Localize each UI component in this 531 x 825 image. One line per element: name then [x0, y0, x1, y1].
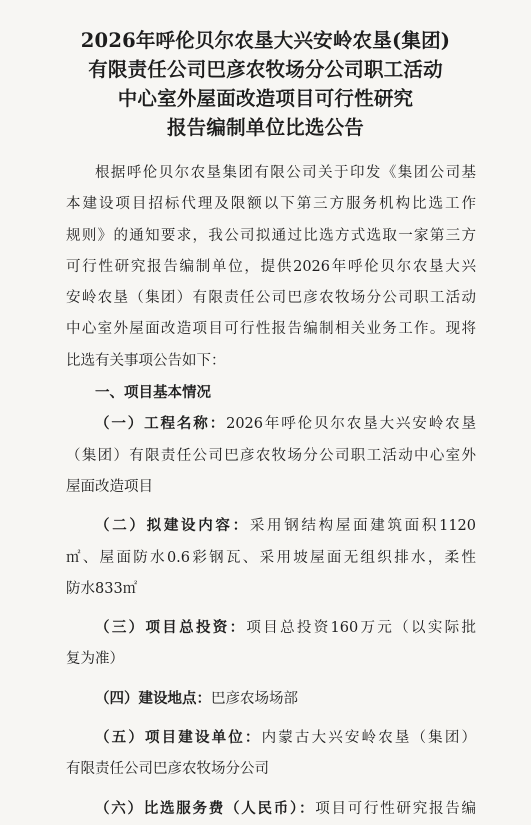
title-line: 中心室外屋面改造项目可行性研究: [117, 87, 414, 110]
title-line: 有限责任公司巴彦农牧场分公司职工活动: [88, 58, 443, 81]
item-label: （四）建设地点：: [95, 689, 211, 707]
item-label: （二）拟建设内容：: [95, 517, 250, 535]
intro-line: 可行性研究报告编制单位，提供2026年呼伦贝尔农垦大兴: [66, 258, 476, 275]
item-label: （六）比选服务费（人民币）：: [95, 799, 316, 817]
intro-line: 规则》的通知要求，我公司拟通过比选方式选取一家第三方: [66, 227, 476, 244]
item-text: 采用钢结构屋面建筑面积1120: [249, 518, 476, 535]
item-text: （集团）有限责任公司巴彦农牧场分公司职工活动中心室外: [66, 447, 476, 464]
item-label: （三）项目总投资：: [95, 619, 247, 637]
title-line: 2026年呼伦贝尔农垦大兴安岭农垦(集团): [80, 29, 451, 52]
item-label: （五）项目建设单位：: [95, 729, 262, 747]
intro-line: 根据呼伦贝尔农垦集团有限公司关于印发《集团公司基: [95, 165, 476, 181]
item-text: 防水833㎡: [66, 580, 138, 597]
item-label: （一）工程名称：: [95, 415, 227, 433]
section-heading: 一、项目基本情况: [95, 384, 211, 402]
item-text: ㎡、屋面防水0.6彩钢瓦、采用坡屋面无组织排水，柔性: [66, 549, 476, 566]
intro-line: 安岭农垦（集团）有限责任公司巴彦农牧场分公司职工活动: [66, 290, 476, 307]
item-location: [66, 683, 476, 715]
item-text: 有限责任公司巴彦农牧场分公司: [66, 761, 269, 778]
item-total-investment: [66, 612, 476, 676]
intro-line: 本建设项目招标代理及限额以下第三方服务机构比选工作: [66, 196, 476, 213]
item-text: 项目总投资160万元（以实际批: [246, 620, 476, 637]
document-body: [66, 158, 476, 825]
item-text: 内蒙古大兴安岭农垦（集团）: [261, 730, 477, 747]
intro-line: 中心室外屋面改造项目可行性报告编制相关业务工作。现将: [66, 321, 476, 338]
item-service-fee: [66, 793, 476, 825]
item-text: 屋面改造项目: [66, 478, 153, 495]
item-text: 2026年呼伦贝尔农垦大兴安岭农垦: [226, 416, 477, 433]
item-construction-unit: [66, 722, 476, 786]
item-text: 项目可行性研究报告编: [315, 800, 476, 817]
item-project-name: [66, 408, 476, 503]
document-title: [40, 26, 491, 142]
intro-paragraph: [66, 158, 476, 377]
intro-line: 比选有关事项公告如下：: [66, 352, 226, 369]
item-text: 复为准）: [66, 651, 124, 668]
item-text: 巴彦农场场部: [211, 690, 298, 707]
title-line: 报告编制单位比选公告: [166, 116, 364, 139]
item-construction-content: [66, 510, 476, 605]
